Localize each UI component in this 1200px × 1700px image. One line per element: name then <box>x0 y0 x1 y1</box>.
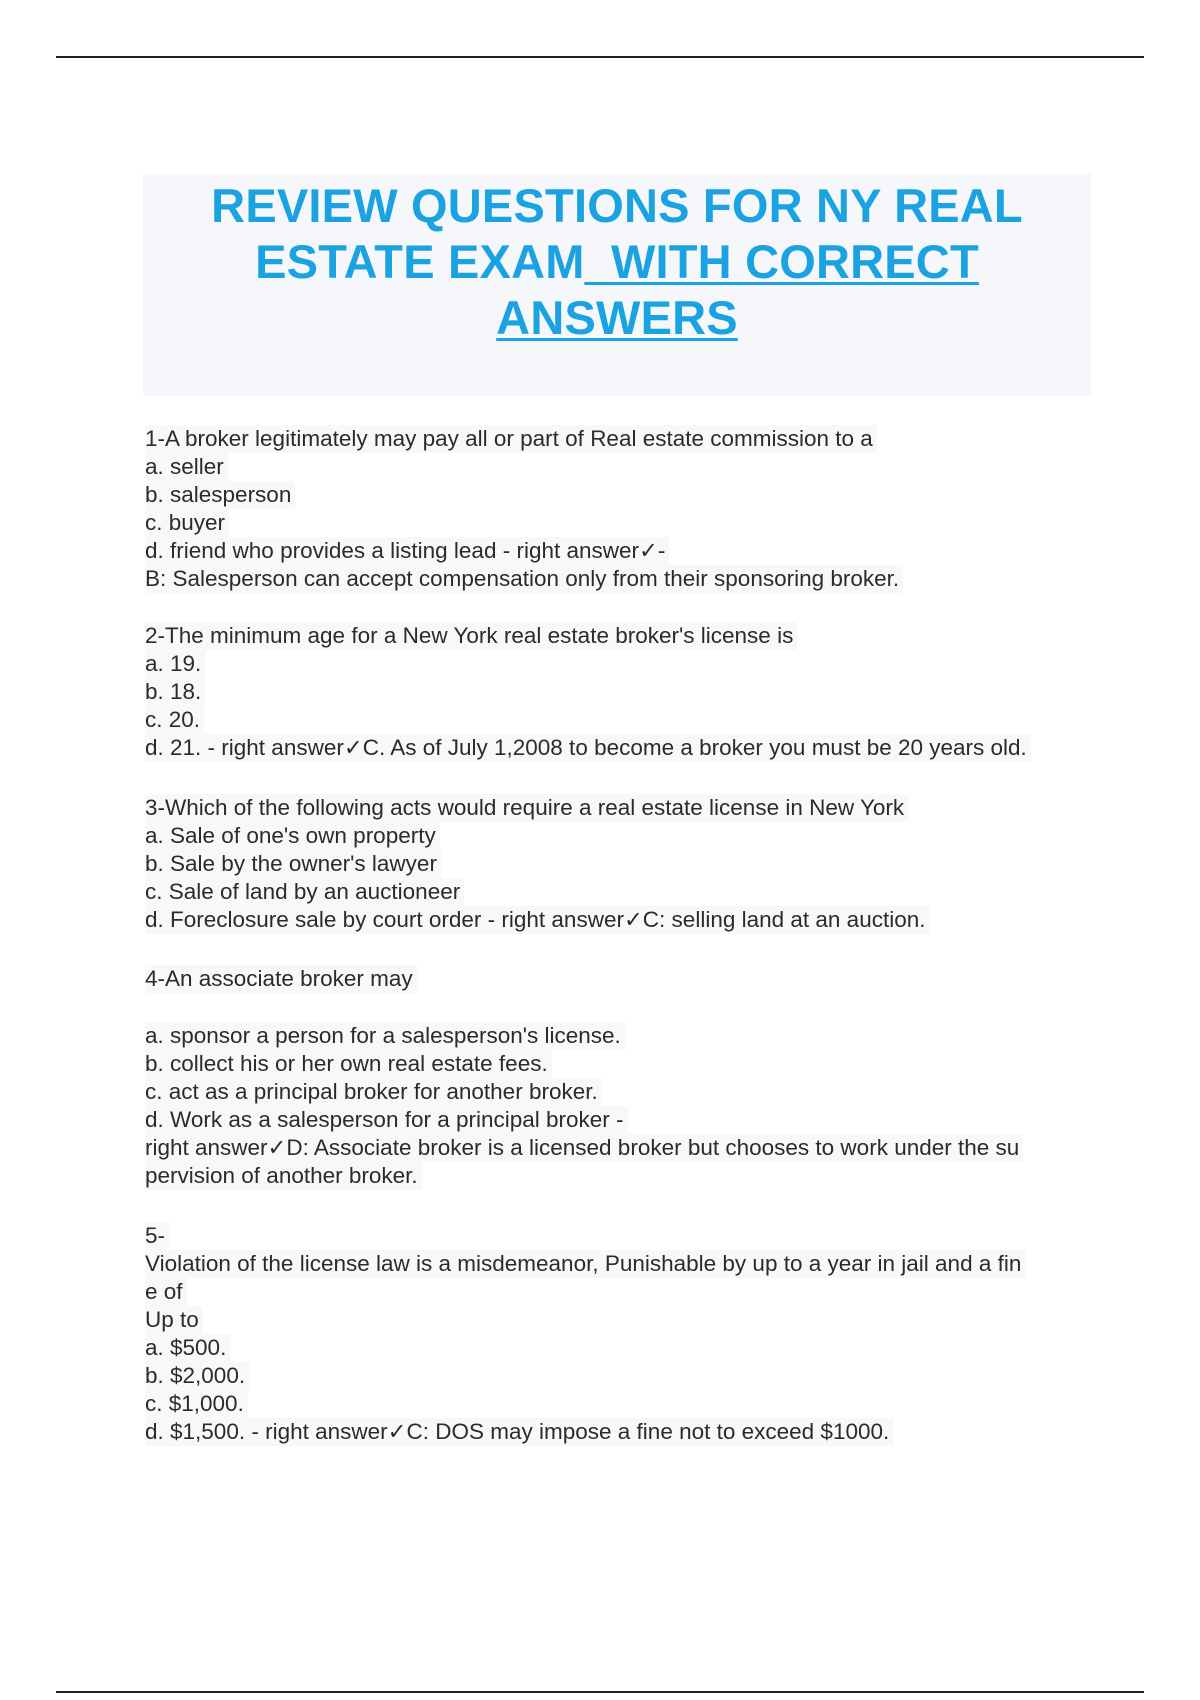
answer-option: d. $1,500. - right answer✓C: DOS may impose a fine not to exceed $1000. <box>145 1418 893 1446</box>
answer-option: c. 20. <box>145 706 204 734</box>
answer-option: a. Sale of one's own property <box>145 822 440 850</box>
title-line-3: ANSWERS <box>496 291 738 344</box>
question-block-5 <box>145 1222 1105 1446</box>
question-text: 4-An associate broker may <box>145 965 417 993</box>
title-line-2a: ESTATE EXAM <box>255 235 585 288</box>
question-block-4 <box>145 965 1105 993</box>
answer-explanation: pervision of another broker. <box>145 1162 422 1190</box>
answer-option: a. $500. <box>145 1334 230 1362</box>
question-block-2 <box>145 622 1105 762</box>
answer-option: c. $1,000. <box>145 1390 248 1418</box>
answer-option: d. Foreclosure sale by court order - right answer✓C: selling land at an auction. <box>145 906 929 934</box>
answer-option: d. 21. - right answer✓C. As of July 1,2008 to become a broker you must be 20 years old. <box>145 734 1031 762</box>
question-text: 2-The minimum age for a New York real estate broker's license is <box>145 622 797 650</box>
question-text: 1-A broker legitimately may pay all or part of Real estate commission to a <box>145 425 877 453</box>
answer-option: c. Sale of land by an auctioneer <box>145 878 464 906</box>
answer-option: d. Work as a salesperson for a principal broker - <box>145 1106 628 1134</box>
answer-explanation: B: Salesperson can accept compensation only from their sponsoring broker. <box>145 565 903 593</box>
answer-option: b. 18. <box>145 678 205 706</box>
answer-option: b. $2,000. <box>145 1362 249 1390</box>
question-block-3 <box>145 794 1105 934</box>
question-text: 3-Which of the following acts would require a real estate license in New York <box>145 794 908 822</box>
answer-option: d. friend who provides a listing lead - right answer✓- <box>145 537 669 565</box>
question-block-4-options <box>145 1022 1105 1190</box>
question-block-1 <box>145 425 1105 593</box>
title-line-2b: _WITH CORRECT <box>584 235 979 288</box>
answer-option: a. sponsor a person for a salesperson's license. <box>145 1022 625 1050</box>
answer-option: c. buyer <box>145 509 229 537</box>
answer-option: a. 19. <box>145 650 205 678</box>
bottom-rule <box>56 1691 1144 1693</box>
answer-explanation: right answer✓D: Associate broker is a licensed broker but chooses to work under the su <box>145 1134 1023 1162</box>
top-rule <box>56 56 1144 58</box>
answer-option: b. collect his or her own real estate fees. <box>145 1050 552 1078</box>
answer-option: a. seller <box>145 453 228 481</box>
answer-option: b. salesperson <box>145 481 295 509</box>
answer-option: c. act as a principal broker for another broker. <box>145 1078 602 1106</box>
answer-option: b. Sale by the owner's lawyer <box>145 850 441 878</box>
question-text: Violation of the license law is a misdemeanor, Punishable by up to a year in jail and a fin <box>145 1250 1025 1278</box>
document-title <box>143 174 1091 346</box>
title-line-1: REVIEW QUESTIONS FOR NY REAL <box>211 179 1023 232</box>
question-text: e of <box>145 1278 187 1306</box>
question-text: Up to <box>145 1306 203 1334</box>
question-number: 5- <box>145 1222 169 1250</box>
title-banner <box>143 174 1091 396</box>
